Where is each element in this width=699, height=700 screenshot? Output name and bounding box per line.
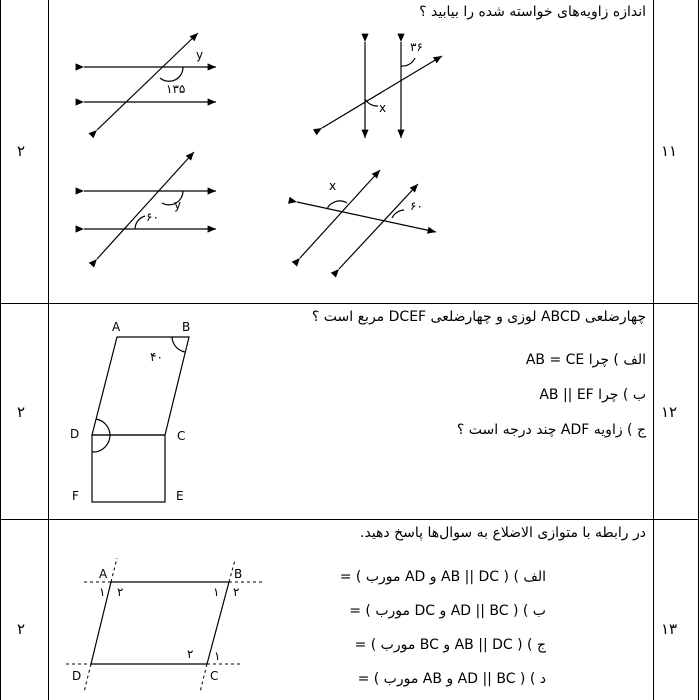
- vertex-label: B: [182, 320, 191, 334]
- angle-label: y: [196, 48, 204, 62]
- question-part: الف ) چرا AB = CE: [525, 352, 646, 368]
- vertex-label: F: [72, 489, 79, 503]
- vertex-label: A: [99, 567, 108, 581]
- angle-label: ۲: [187, 647, 194, 661]
- vertex-label: A: [112, 320, 121, 334]
- angle-label: ۱۳۵: [166, 82, 186, 96]
- question-part: د ) ( AD || BC و AB مورب ) =: [357, 671, 546, 687]
- question-part: ب ) ( AD || BC و DC مورب ) =: [349, 603, 546, 619]
- angle-label: ۱: [214, 649, 221, 663]
- question-part: ج ) زاویه ADF چند درجه است ؟: [456, 422, 646, 438]
- angle-label: y: [174, 198, 182, 212]
- question-number: ۱۲: [661, 403, 678, 421]
- vertex-label: D: [72, 669, 82, 683]
- angle-label: x: [329, 179, 337, 193]
- question-text: اندازه زاویه‌های خواسته شده را بیابید ؟: [419, 4, 646, 20]
- vertex-label: C: [177, 429, 186, 443]
- question-text: چهارضلعی ABCD لوزی و چهارضلعی DCEF مربع است ؟: [311, 309, 646, 325]
- angle-label: ۱: [99, 585, 106, 599]
- question-text: در رابطه با متوازی الاضلاع به سوال‌ها پاسخ دهید.: [360, 525, 646, 541]
- question-part: الف ) ( AB || DC و AD مورب ) =: [339, 569, 546, 585]
- angle-label: x: [379, 101, 387, 115]
- question-score: ۲: [17, 620, 26, 638]
- question-part: ج ) ( AB || DC و BC مورب ) =: [354, 637, 546, 653]
- figure-parallelogram: [0, 520, 300, 700]
- vertex-label: C: [210, 669, 219, 683]
- question-number: ۱۱: [661, 142, 678, 160]
- angle-label: ۲: [233, 585, 240, 599]
- angle-label: ۲: [117, 585, 124, 599]
- question-score: ۲: [17, 403, 26, 421]
- angle-label: ۴۰: [150, 350, 163, 364]
- vertex-label: E: [176, 489, 184, 503]
- figure-parallel-angles: [0, 0, 699, 303]
- vertex-label: D: [70, 427, 80, 441]
- question-number: ۱۳: [661, 620, 678, 638]
- figure-rhombus-square: [0, 304, 300, 519]
- question-part: ب ) چرا AB || EF: [539, 387, 646, 403]
- vertex-label: B: [234, 567, 243, 581]
- angle-label: ۶۰: [410, 199, 423, 213]
- question-score: ۲: [17, 142, 26, 160]
- angle-label: ۶۰: [146, 210, 159, 224]
- angle-label: ۳۶: [410, 40, 423, 54]
- angle-label: ۱: [213, 585, 220, 599]
